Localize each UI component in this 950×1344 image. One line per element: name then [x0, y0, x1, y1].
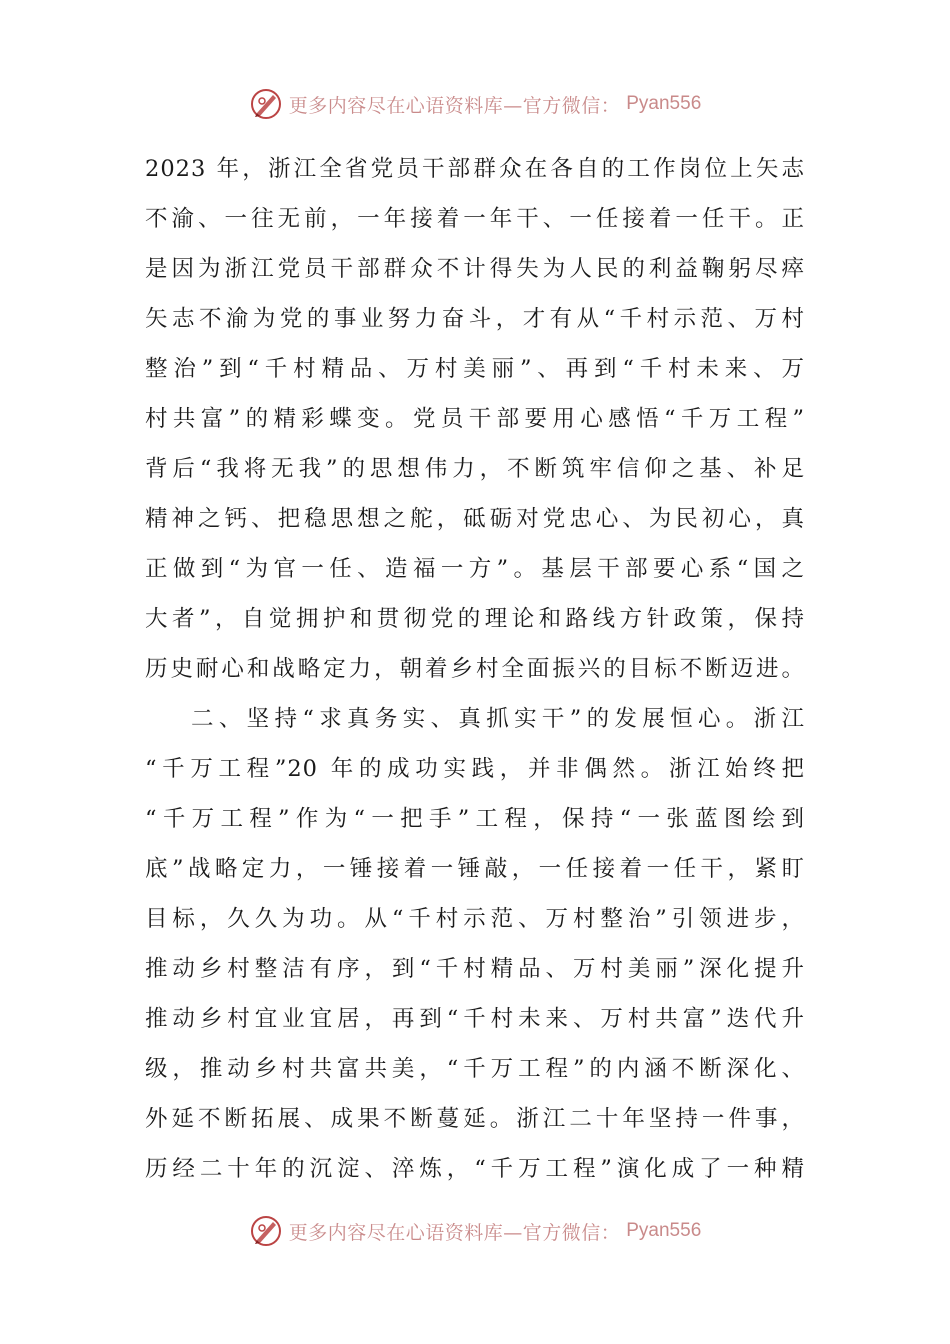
body-line: 2023 年，浙江全省党员干部群众在各自的工作岗位上矢志	[145, 156, 805, 182]
body-line: 底”战略定力，一锤接着一锤敲，一任接着一任干，紧盯	[145, 856, 805, 882]
footer-watermark-account: Pyan556	[626, 1220, 702, 1241]
body-line: 历史耐心和战略定力，朝着乡村全面振兴的目标不断迈进。	[145, 656, 805, 682]
body-line: 推动乡村宜业宜居，再到“千村未来、万村共富”迭代升	[145, 1006, 805, 1032]
header-watermark-account: Pyan556	[626, 93, 702, 114]
body-line: “千万工程”20 年的成功实践，并非偶然。浙江始终把	[145, 756, 805, 782]
body-line: 目标，久久为功。从“千村示范、万村整治”引领进步，	[145, 906, 805, 932]
body-line: 村共富”的精彩蝶变。党员干部要用心感悟“千万工程”	[145, 406, 805, 432]
body-line: 是因为浙江党员干部群众不计得失为人民的利益鞠躬尽瘁	[145, 256, 805, 282]
body-line: “千万工程”作为“一把手”工程，保持“一张蓝图绘到	[145, 806, 805, 832]
body-line: 级，推动乡村共富共美，“千万工程”的内涵不断深化、	[145, 1056, 805, 1082]
body-line: 历经二十年的沉淀、淬炼，“千万工程”演化成了一种精	[145, 1156, 805, 1182]
body-line: 不渝、一往无前，一年接着一年干、一任接着一任干。正	[145, 206, 805, 232]
header-watermark-text: 更多内容尽在心语资料库—官方微信：	[288, 94, 621, 117]
pen-logo-icon	[249, 87, 283, 121]
body-line: 大者”，自觉拥护和贯彻党的理论和路线方针政策，保持	[145, 606, 805, 632]
body-line: 二、坚持“求真务实、真抓实干”的发展恒心。浙江	[191, 706, 805, 732]
pen-logo-icon	[249, 1214, 283, 1248]
body-line: 推动乡村整洁有序，到“千村精品、万村美丽”深化提升	[145, 956, 805, 982]
body-line: 正做到“为官一任、造福一方”。基层干部要心系“国之	[145, 556, 805, 582]
document-body	[145, 144, 805, 1194]
body-line: 背后“我将无我”的思想伟力，不断筑牢信仰之基、补足	[145, 456, 805, 482]
body-line: 精神之钙、把稳思想之舵，砥砺对党忠心、为民初心，真	[145, 506, 805, 532]
body-line: 矢志不渝为党的事业努力奋斗，才有从“千村示范、万村	[145, 306, 805, 332]
header-watermark	[0, 84, 950, 124]
footer-watermark-text: 更多内容尽在心语资料库—官方微信：	[288, 1221, 621, 1244]
body-line: 外延不断拓展、成果不断蔓延。浙江二十年坚持一件事，	[145, 1106, 805, 1132]
footer-watermark	[0, 1211, 950, 1251]
body-line: 整治”到“千村精品、万村美丽”、再到“千村未来、万	[145, 356, 805, 382]
